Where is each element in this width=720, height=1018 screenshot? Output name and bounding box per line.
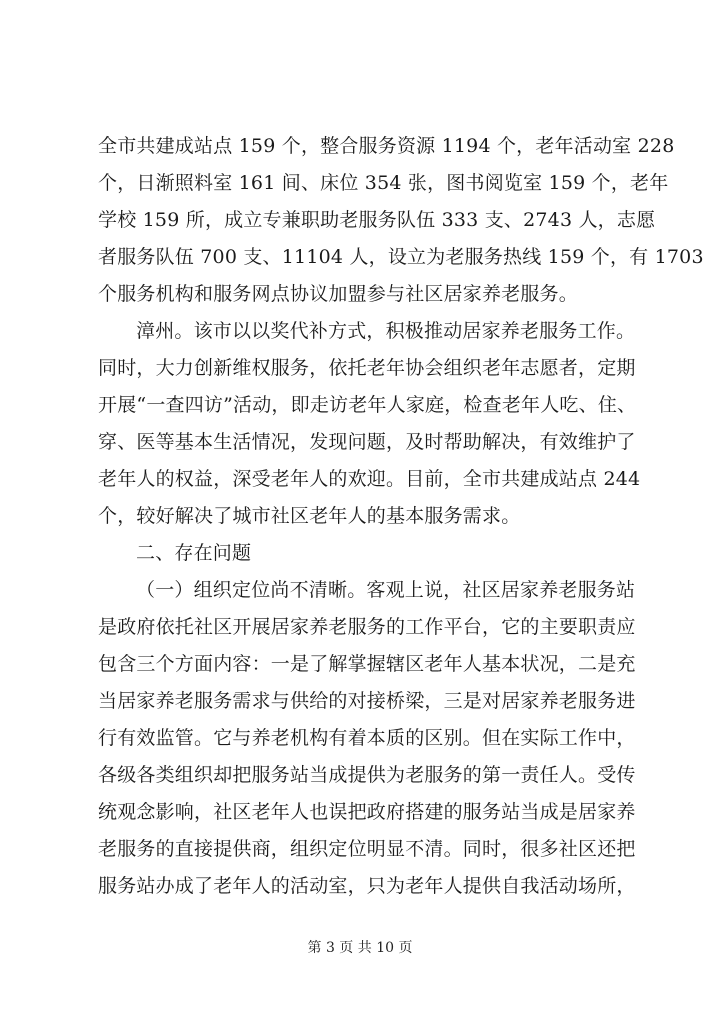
text-line: 漳州。该市以以奖代补方式，积极推动居家养老服务工作。 xyxy=(136,320,636,342)
text-line: 穿、医等基本生活情况，发现问题，及时帮助解决，有效维护了 xyxy=(98,431,636,453)
section-heading: 二、存在问题 xyxy=(136,542,252,564)
text-line: 是政府依托社区开展居家养老服务的工作平台，它的主要职责应 xyxy=(98,616,636,638)
text-line: 学校 159 所，成立专兼职助老服务队伍 333 支、2743 人，志愿 xyxy=(98,209,656,231)
body-text xyxy=(98,128,704,905)
text-line: 包含三个方面内容：一是了解掌握辖区老年人基本状况，二是充 xyxy=(98,653,636,675)
text-line: 统观念影响，社区老年人也误把政府搭建的服务站当成是居家养 xyxy=(98,801,636,823)
text-line: 行有效监管。它与养老机构有着本质的区别。但在实际工作中， xyxy=(98,727,636,749)
page-footer: 第 3 页 共 10 页 xyxy=(307,940,413,956)
text-line: 老服务的直接提供商，组织定位明显不清。同时，很多社区还把 xyxy=(98,838,636,860)
text-line: 同时，大力创新维权服务，依托老年协会组织老年志愿者，定期 xyxy=(98,357,636,379)
text-line: （一）组织定位尚不清晰。客观上说，社区居家养老服务站 xyxy=(136,579,636,601)
text-line: 老年人的权益，深受老年人的欢迎。目前，全市共建成站点 244 xyxy=(98,468,641,490)
text-line: 个，较好解决了城市社区老年人的基本服务需求。 xyxy=(98,505,521,527)
text-line: 服务站办成了老年人的活动室，只为老年人提供自我活动场所， xyxy=(98,875,636,897)
text-line: 个，日渐照料室 161 间、床位 354 张，图书阅览室 159 个，老年 xyxy=(98,172,669,194)
text-line: 开展“一查四访”活动，即走访老年人家庭，检查老年人吃、住、 xyxy=(98,394,637,416)
paragraph-stats xyxy=(98,128,704,313)
text-line: 全市共建成站点 159 个，整合服务资源 1194 个，老年活动室 228 xyxy=(98,135,675,157)
text-line: 个服务机构和服务网点协议加盟参与社区居家养老服务。 xyxy=(98,283,579,305)
text-line: 各级各类组织却把服务站当成提供为老服务的第一责任人。受传 xyxy=(98,764,636,786)
paragraph-zhangzhou xyxy=(98,313,641,535)
text-line: 者服务队伍 700 支、11104 人，设立为老服务热线 159 个，有 1703 xyxy=(98,246,704,268)
paragraph-problems xyxy=(98,572,638,905)
text-line: 当居家养老服务需求与供给的对接桥梁，三是对居家养老服务进 xyxy=(98,690,636,712)
